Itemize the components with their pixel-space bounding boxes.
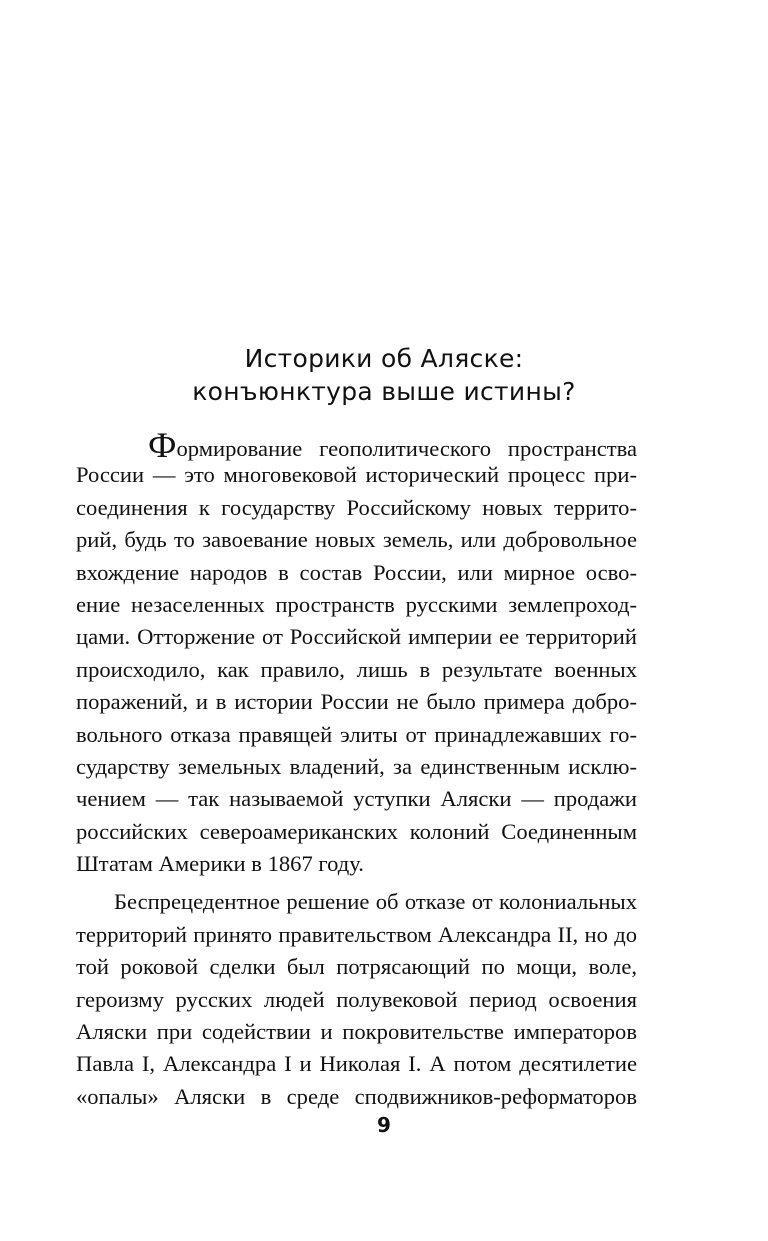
paragraph-1-line: ение незаселенных пространств русскими землепроход- — [76, 591, 637, 617]
paragraph-1-line: происходило, как правило, лишь в результате военных — [76, 656, 637, 682]
paragraph-2-line: героизму русских людей полувековой период освоения — [76, 986, 637, 1012]
paragraph-2-line: Аляски при содействии и покровительстве императоров — [76, 1019, 637, 1045]
paragraph-1-line: вольного отказа правящей элиты от принадлежавших го- — [76, 721, 637, 747]
paragraph-1-line: чением — так называемой уступки Аляски — продажи — [76, 786, 637, 812]
paragraph-2 — [76, 886, 637, 1113]
paragraph-1-line: российских североамериканских колоний Соединенным — [76, 818, 637, 844]
paragraph-1-line: Формирование геополитического пространства — [148, 425, 637, 465]
paragraph-2-line: «опалы» Аляски в среде сподвижников-реформаторов — [76, 1083, 637, 1109]
paragraph-1-line: цами. Отторжение от Российской империи ее территорий — [76, 624, 637, 650]
paragraph-1-line: рий, будь то завоевание новых земель, или добровольное — [76, 527, 637, 553]
chapter-title-line-2: конъюнктура выше истины? — [192, 377, 576, 406]
paragraph-1-line: сударству земельных владений, за единственным исклю- — [76, 753, 637, 779]
paragraph-1-line: России — это многовековой исторический процесс при- — [76, 462, 637, 488]
paragraph-1-line: соединения к государству Российскому новых террито- — [76, 494, 637, 520]
drop-cap: Ф — [148, 425, 177, 465]
paragraph-2-line: Павла I, Александра I и Николая I. А потом десятилетие — [76, 1051, 637, 1077]
chapter-title-line-1: Историки об Аляске: — [244, 344, 524, 373]
paragraph-1-line: вхождение народов в состав России, или мирное осво- — [76, 559, 637, 585]
paragraph-2-line: территорий принято правительством Александра II, но до — [76, 921, 637, 947]
body-text — [76, 427, 637, 1113]
paragraph-1-line: поражений, и в истории России не было примера добро- — [76, 689, 637, 715]
paragraph-2-line: той роковой сделки был потрясающий по мощи, воле, — [76, 954, 637, 980]
paragraph-1-line: Штатам Америки в 1867 году. — [76, 851, 364, 877]
paragraph-2-line: Беспрецедентное решение об отказе от колониальных — [114, 889, 637, 915]
paragraph-1 — [76, 427, 637, 880]
page-number: 9 — [377, 1113, 391, 1137]
